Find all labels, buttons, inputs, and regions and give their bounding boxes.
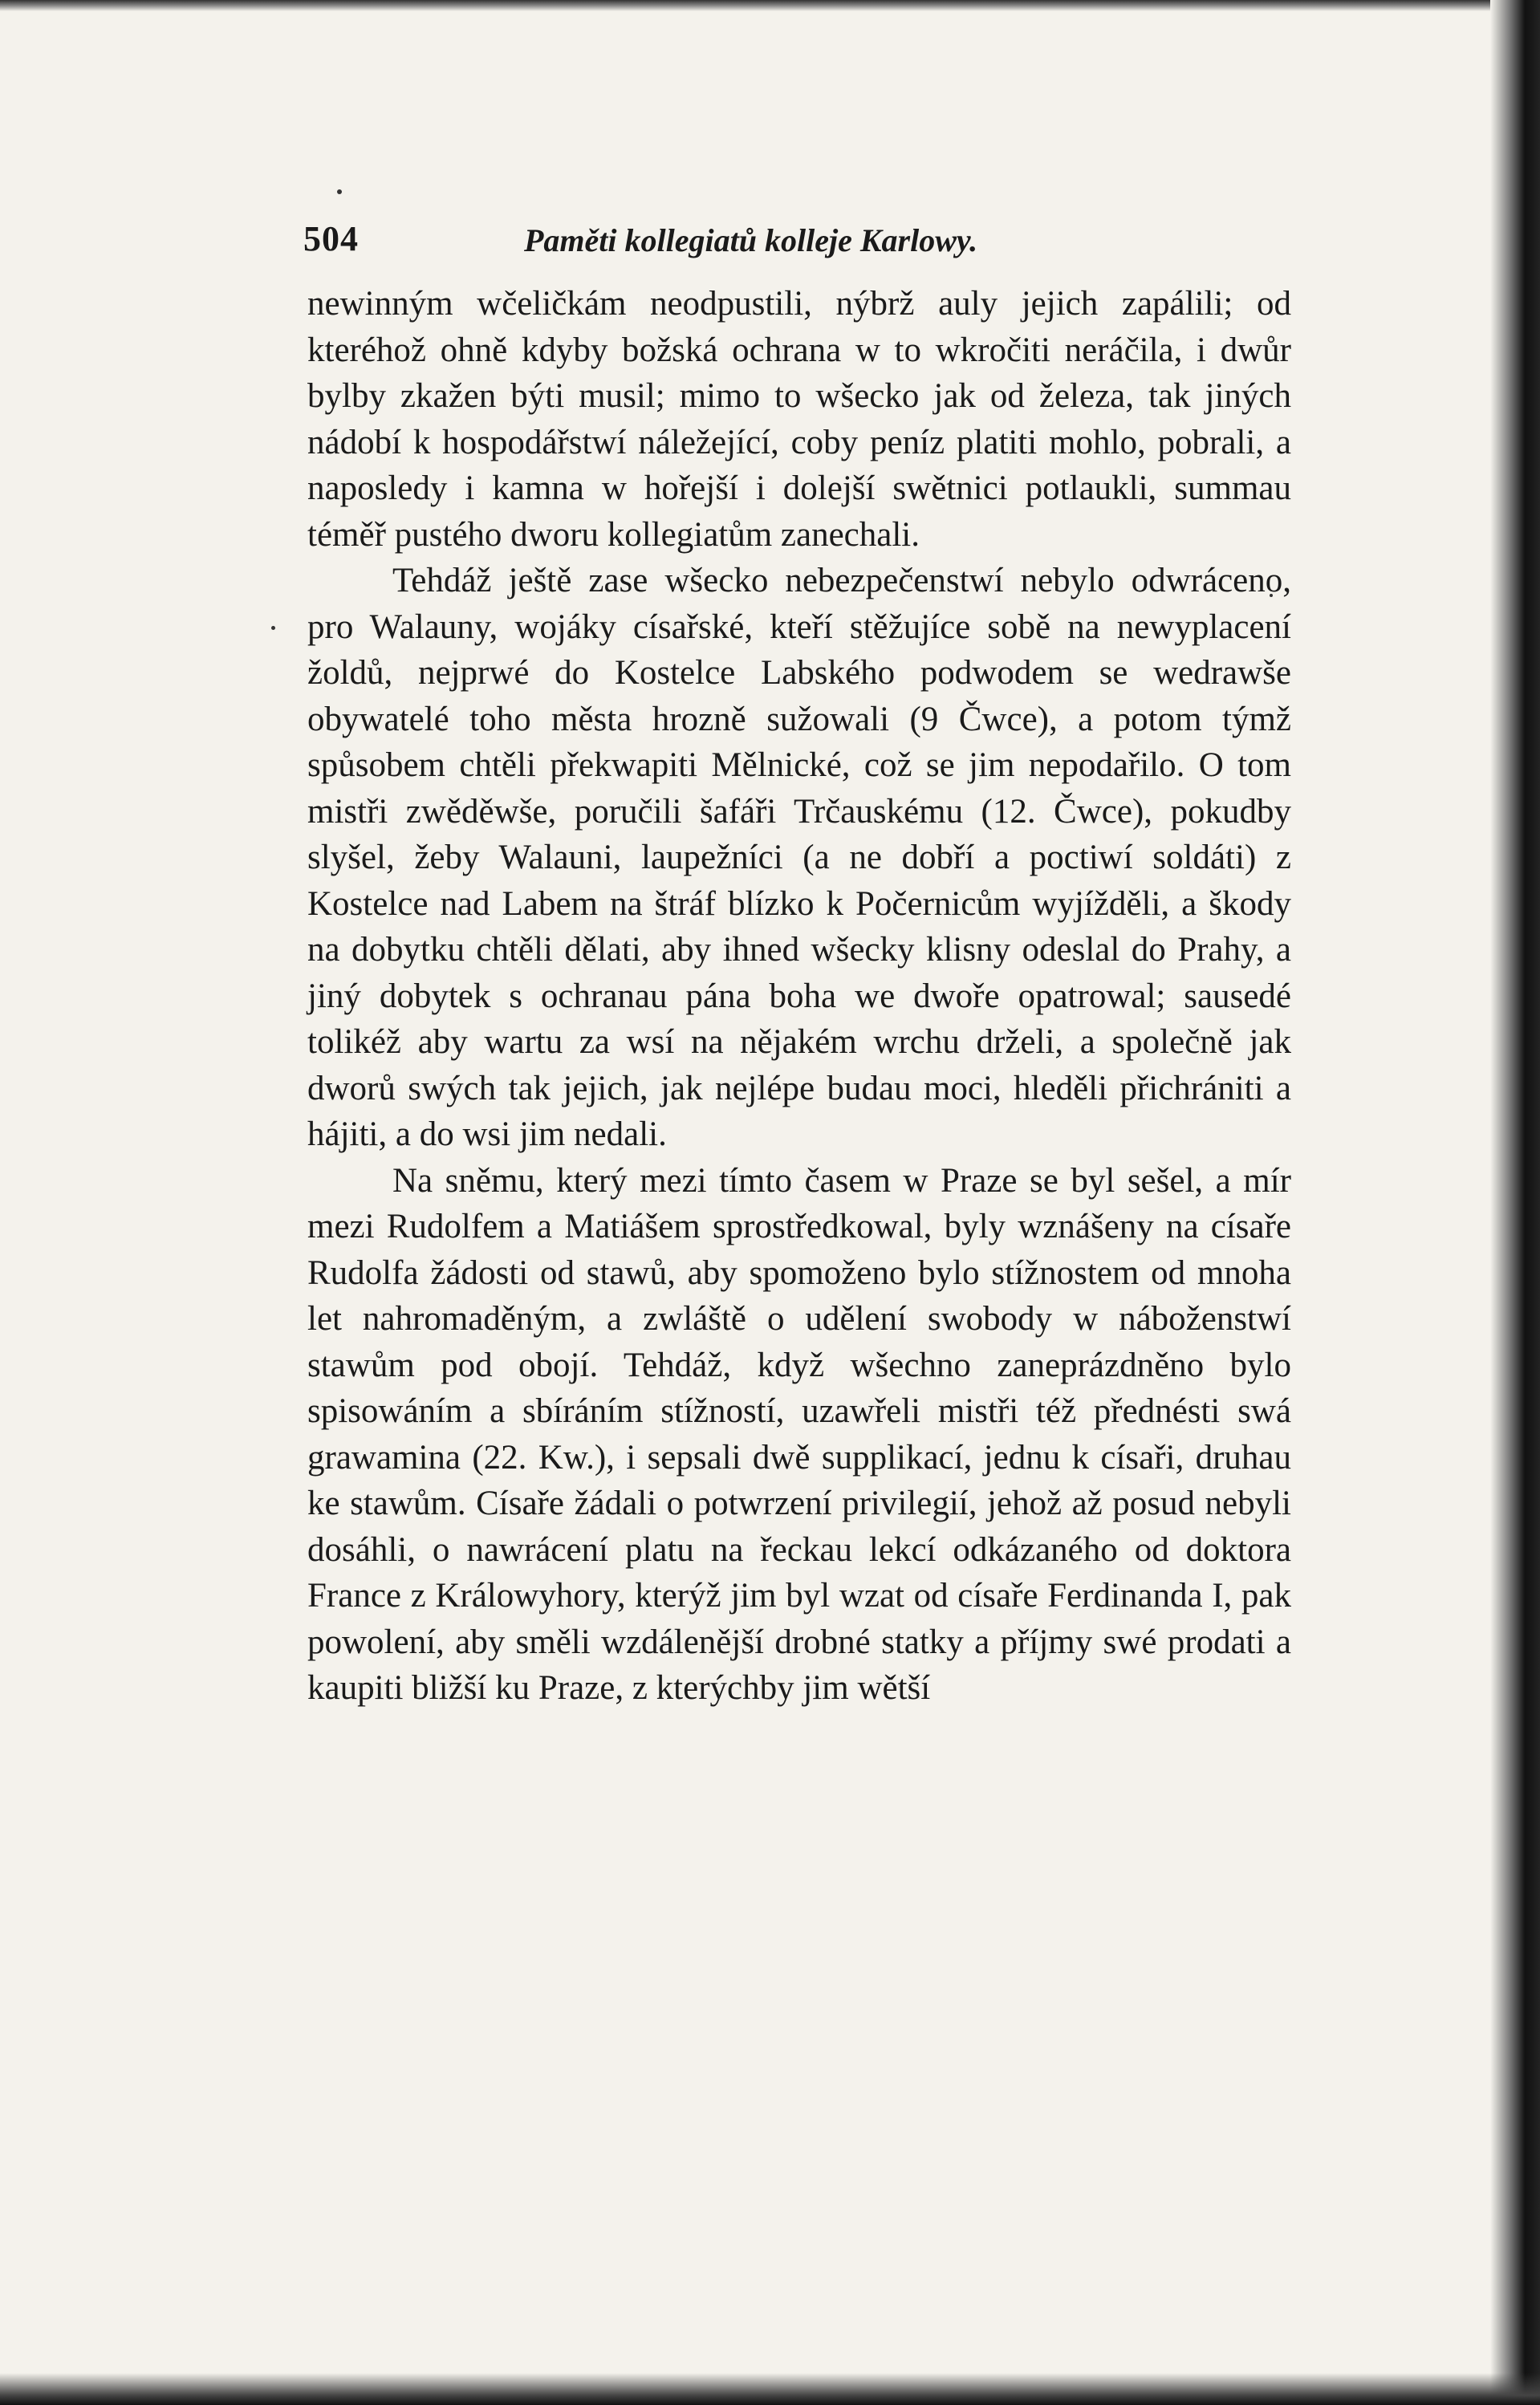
page-header — [303, 218, 1292, 266]
scan-bottom-edge — [0, 2373, 1540, 2405]
scan-top-edge — [0, 0, 1540, 11]
scan-right-edge — [1490, 0, 1540, 2405]
paragraph-1: newinným wčeličkám neodpustili, nýbrž auly jejich zapálili; od kteréhož ohně kdyby božská ochrana w to wkročiti neráčila, i dwůr bylby zkažen býti musil; mimo to wšecko jak od železa, tak jiných nádobí k hospodářstwí náležející, coby peníz platiti mohlo, pobrali, a naposledy i kamna w hořejší i dolejší swětnici potlaukli, summau téměř pustého dworu kollegiatům zanechali. — [307, 285, 1291, 554]
paragraph-3: Na sněmu, který mezi tímto časem w Praze se byl sešel, a mír mezi Rudolfem a Matiášem sprostředkowal, byly wznášeny na císaře Rudolfa žádosti od stawů, aby spomoženo bylo stížnostem od mnoha let nahromaděným, a zwláště o udělení swobody w náboženstwí stawům pod obojí. Tehdáž, když wšechno zaneprázdněno bylo spisowáním a sbíráním stížností, uzawřeli mistři též přednésti swá grawamina (22. Kw.), i sepsali dwě supplikací, jednu k císaři, druhau ke stawům. Císaře žádali o potwrzení privilegií, jehož až posud nebyli dosáhli, o nawrácení platu na řeckau lekcí odkázaného od doktora France z Králowyhory, kterýž jim byl wzat od císaře Ferdinanda I, pak powolení, aby směli wzdálenější drobné statky a příjmy swé prodati a kaupiti bližší ku Praze, z kterýchby jim wětší — [307, 1161, 1291, 1707]
page-number: 504 — [303, 219, 359, 258]
scan-speck — [271, 626, 275, 630]
body-text — [307, 281, 1291, 1712]
scan-speck — [337, 189, 342, 194]
paragraph-2: Tehdáž ještě zase wšecko nebezpečenstwí nebylo odwráceno, pro Walauny, wojáky císařské, kteří stěžujíce sobě na newyplacení žoldů, nejprwé do Kostelce Labského podwodem se wedrawše obywatelé toho města hrozně sužowali (9 Čwce), a potom týmž spůsobem chtěli překwapiti Mělnické, což se jim nepodařilo. O tom mistři zwěděwše, poručili šafáři Trčauskému (12. Čwce), pokudby slyšel, žeby Walauni, laupežníci (a ne dobří a poctiwí soldáti) z Kostelce nad Labem na štráf blízko k Počernicům wyjížděli, a škody na dobytku chtěli dělati, aby ihned wšecky klisny odeslal do Prahy, a jiný dobytek s ochranau pána boha we dwoře opatrowal; sausedé tolikéž aby wartu za wsí na nějakém wrchu drželi, a společně jak dworů swých tak jejich, jak nejlépe budau moci, hleděli přichrániti a hájiti, a do wsi jim nedali. — [307, 562, 1291, 1153]
running-title: Paměti kollegiatů kolleje Karlowy. — [524, 222, 978, 258]
